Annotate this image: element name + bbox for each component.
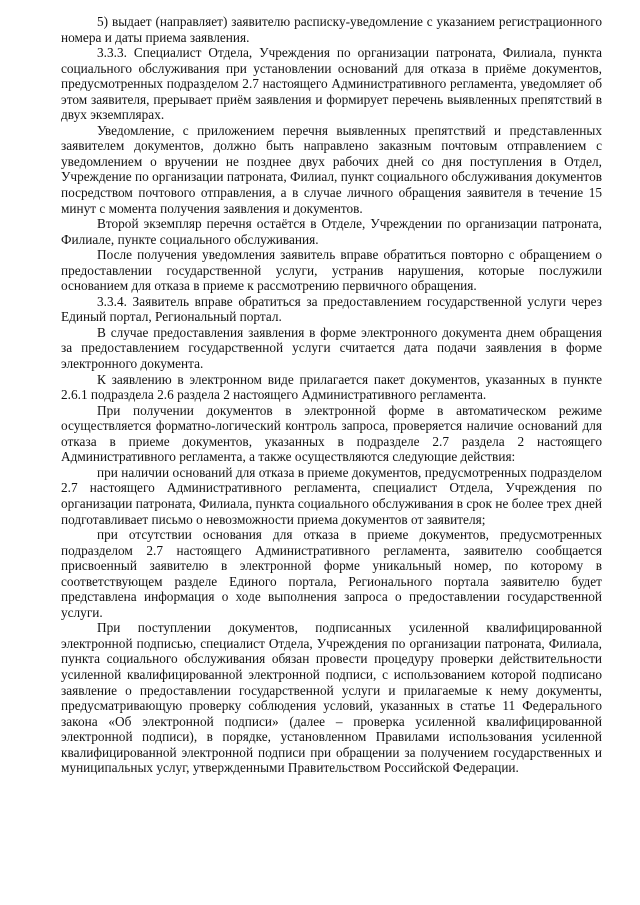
paragraph-electronic-date: В случае предоставления заявления в форме электронного документа днем обращения за предоставлением государственной услуги считается дата подачи заявления в форме электронного документа. <box>61 324 602 372</box>
document-page <box>61 14 602 776</box>
paragraph-3-3-4: 3.3.4. Заявитель вправе обратиться за предоставлением государственной услуги через Единый портал, Региональный портал. <box>61 293 602 325</box>
paragraph-repeat-request: После получения уведомления заявитель вправе обратиться повторно с обращением о предоставлении государственной услуги, устранив нарушения, которые послужили основанием для отказа в приеме к рассмотрению первичного обращения. <box>61 247 602 294</box>
paragraph-3-3-3: 3.3.3. Специалист Отдела, Учреждения по организации патроната, Филиала, пункта социального обслуживания при установлении оснований для отказа в приёме документов, предусмотренных подразделом 2.7 настоящего Административного регламента, уведомляет об этом заявителя, прерывает приём заявления и формирует перечень выявленных препятствий в двух экземплярах. <box>61 45 602 123</box>
paragraph-refusal-grounds: при наличии оснований для отказа в приеме документов, предусмотренных подразделом 2.7 настоящего Административного регламента, специалист Отдела, Учреждения по организации патроната, Филиала, пункта социального обслуживания в срок не более трех дней подготавливает письмо о невозможности приема документов от заявителя; <box>61 464 602 527</box>
paragraph-receipt-notice: 5) выдает (направляет) заявителю расписку-уведомление с указанием регистрационного номера и даты приема заявления. <box>61 14 602 45</box>
paragraph-format-control: При получении документов в электронной форме в автоматическом режиме осуществляется форматно-логический контроль запроса, проверяется наличие оснований для отказа в приеме документов, указанных в подразделе 2.7 раздела 2 настоящего Административного регламента, а также осуществляются следующие действия: <box>61 402 602 465</box>
paragraph-signature-check: При поступлении документов, подписанных усиленной квалифицированной электронной подписью, специалист Отдела, Учреждения по организации патроната, Филиала, пункта социального обслуживания обязан провести процедуру проверки действительности усиленной квалифицированной электронной подписи, с использованием которой подписано заявление о предоставлении государственной услуги и прилагаемые к нему документы, предусматривающую проверку соблюдения условий, указанных в статье 11 Федерального закона «Об электронной подписи» (далее – проверка усиленной квалифицированной электронной подписи), в порядке, установленном Правилами использования усиленной квалифицированной электронной подписи при обращении за получением государственных и муниципальных услуг, утвержденными Правительством Российской Федерации. <box>61 620 602 776</box>
paragraph-electronic-package: К заявлению в электронном виде прилагается пакет документов, указанных в пункте 2.6.1 подраздела 2.6 раздела 2 настоящего Административного регламента. <box>61 371 602 403</box>
paragraph-no-refusal-grounds: при отсутствии основания для отказа в приеме документов, предусмотренных подразделом 2.7 настоящего Административного регламента, заявителю сообщается присвоенный заявителю в электронной форме уникальный номер, по которому в соответствующем разделе Единого портала, Регионального портала заявителю будет представлена информация о ходе выполнения запроса о предоставлении государственной услуги. <box>61 527 602 620</box>
paragraph-notification: Уведомление, с приложением перечня выявленных препятствий и представленных заявителем документов, должно быть направлено заказным почтовым отправлением с уведомлением о вручении не позднее двух рабочих дней со дня поступления в Отдел, Учреждение по организации патроната, Филиал, пункт социального обслуживания документов посредством почтового отправления, а в случае личного обращения заявителя в течение 15 минут с момента получения заявления и документов. <box>61 122 602 216</box>
paragraph-second-copy: Второй экземпляр перечня остаётся в Отделе, Учреждении по организации патроната, Филиале, пункте социального обслуживания. <box>61 216 602 247</box>
